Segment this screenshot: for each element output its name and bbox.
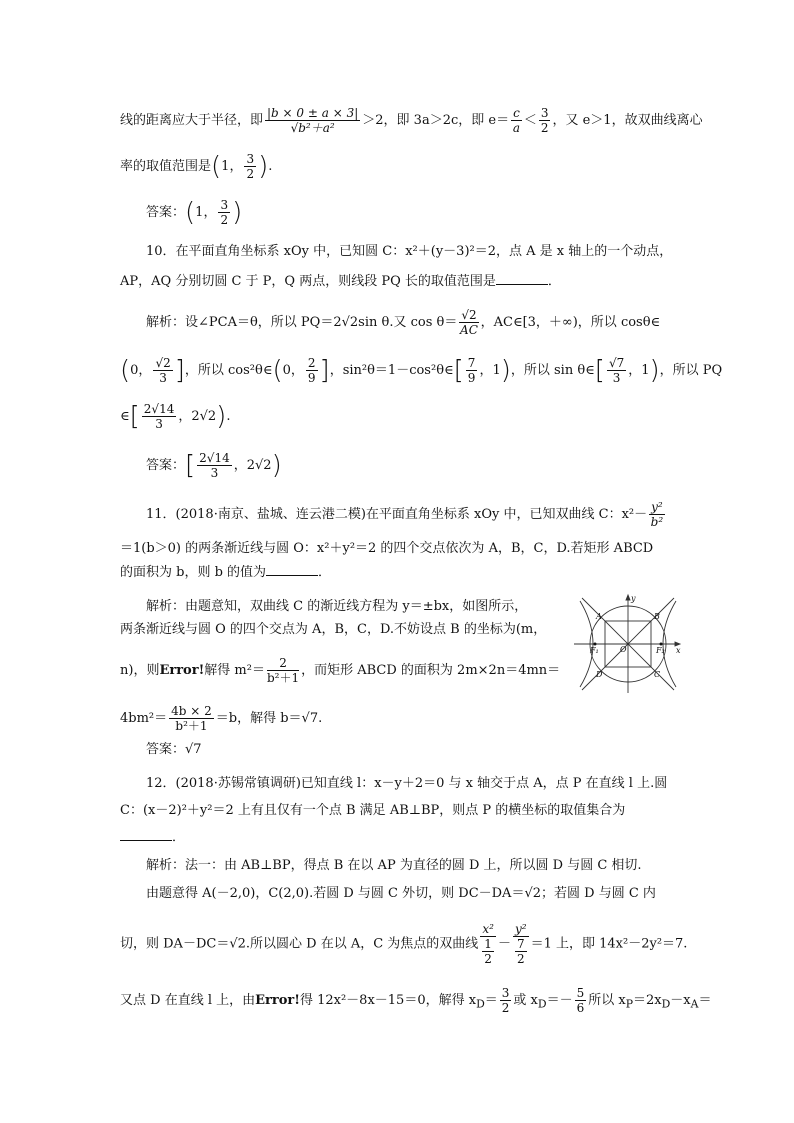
denominator: b²＋1: [175, 719, 208, 733]
ans9-line: [146, 198, 242, 227]
denominator: 3: [210, 466, 219, 480]
text: 解析：设∠PCA＝θ，所以 PQ＝2√2sin θ.又 cos θ＝: [146, 315, 458, 330]
denominator: 9: [307, 371, 316, 385]
text: ，所以 PQ: [659, 363, 723, 378]
subscript: D: [661, 997, 671, 1011]
text: ，2√2: [233, 458, 272, 473]
denominator: 3: [612, 371, 621, 385]
bracket: [: [185, 450, 196, 481]
fraction: [500, 986, 512, 1015]
numerator: 4b × 2: [171, 704, 212, 718]
denominator: √b²＋a²: [290, 121, 335, 135]
fraction: [482, 937, 494, 966]
text: 4bm²＝: [120, 711, 168, 726]
bracket: ]: [319, 355, 330, 386]
fraction: [466, 356, 478, 385]
bracket: ): [232, 197, 243, 228]
label-o: O: [620, 645, 627, 654]
q11-line3: [120, 563, 331, 582]
numerator: √2: [155, 356, 171, 370]
text: ，2√2: [178, 409, 217, 424]
numerator: √7: [608, 356, 625, 370]
fraction: [306, 356, 318, 385]
subscript: A: [690, 997, 699, 1011]
bracket: (: [185, 197, 196, 228]
subscript: D: [537, 997, 547, 1011]
numerator: 3: [220, 198, 229, 212]
numerator: 2√14: [199, 451, 230, 465]
q10-sol2: [120, 356, 722, 385]
text: 0，: [130, 363, 152, 378]
subscript: P: [625, 997, 633, 1011]
label-d: D: [596, 670, 603, 679]
numerator: √2: [461, 308, 477, 322]
fraction: [244, 152, 256, 181]
numerator: 3: [540, 106, 549, 120]
text: ．: [547, 274, 561, 289]
numerator: x²: [480, 922, 496, 937]
q12-sol1: 解析：法一：由 AB⊥BP，得点 B 在以 AP 为直径的圆 D 上，所以圆 D 与圆 C 相切.: [146, 858, 642, 873]
text: 11．(2018·南京、盐城、连云港二模)在平面直角坐标系 xOy 中，已知双曲线 C：x²－: [146, 507, 648, 522]
fraction: [197, 451, 232, 480]
q11-sol1: 解析：由题意知，双曲线 C 的渐近线方程为 y＝±bx，如图所示，: [146, 599, 528, 614]
fraction: [649, 500, 665, 529]
text: ，1: [479, 363, 501, 378]
text: ＝1 上，即 14x²－2y²＝7.: [530, 936, 688, 952]
numerator: 5: [576, 986, 585, 1000]
subscript: D: [476, 997, 485, 1011]
fraction: [169, 704, 214, 733]
label-f1: F₁: [590, 646, 599, 655]
denominator: 2: [540, 121, 549, 135]
fraction: [480, 922, 496, 966]
text: ＞2，即 3a＞2c，即 e＝: [362, 113, 510, 128]
numerator: y²: [651, 500, 663, 514]
fraction: [267, 656, 299, 685]
text: ＜: [523, 113, 537, 128]
text: ，1: [628, 363, 650, 378]
label-a: A: [596, 612, 602, 621]
text: 又点 D 在直线 l 上，由: [120, 993, 256, 1008]
fraction: [607, 356, 626, 385]
numerator: y²: [513, 922, 529, 937]
error-text: Error!: [255, 993, 300, 1008]
q12-sol3: [120, 922, 687, 966]
text: 解得 m²＝: [204, 663, 265, 678]
fraction: [511, 106, 522, 135]
text: 率的取值范围是: [120, 159, 212, 174]
fraction: [575, 986, 587, 1015]
numerator: c: [513, 106, 520, 120]
denominator: 2: [220, 213, 229, 227]
text: ＝: [484, 993, 498, 1008]
q12-sol2: 由题意得 A(－2,0)，C(2,0).若圆 D 与圆 C 外切，则 DC－DA＝√2；若圆 D 与圆 C 内: [146, 886, 656, 901]
q12-line2: C：(x－2)²＋y²＝2 上有且仅有一个点 B 满足 AB⊥BP，则点 P 的横坐标的取值集合为: [120, 803, 626, 818]
answer-blank: [266, 563, 318, 576]
text: 0，: [282, 363, 304, 378]
text: 的面积为 b，则 b 的值为: [120, 565, 267, 580]
bracket: [: [453, 355, 464, 386]
text: n)，则: [120, 663, 160, 678]
answer-blank: [120, 828, 172, 841]
fraction: [265, 106, 360, 135]
numerator: 7: [467, 356, 476, 370]
bracket: (: [120, 355, 131, 386]
answer-blank: [496, 272, 548, 285]
text: －x: [670, 993, 691, 1008]
text: ∈: [120, 409, 130, 424]
denominator: a: [512, 121, 521, 135]
bracket: (: [272, 355, 283, 386]
bracket: ): [500, 355, 511, 386]
numerator: 3: [246, 152, 255, 166]
numerator: 2√14: [143, 402, 175, 416]
fraction: [218, 198, 230, 227]
text: ＝－: [546, 993, 573, 1008]
label-x: x: [676, 646, 681, 655]
q11-line1: [146, 500, 667, 529]
text: ．: [318, 565, 332, 580]
q10-answer: [146, 451, 282, 480]
bracket: ): [216, 401, 227, 432]
q12-line3: [120, 828, 185, 847]
text: .: [226, 409, 231, 424]
bracket: ): [271, 450, 282, 481]
denominator: 2: [516, 952, 525, 966]
text: AP，AQ 分别切圆 C 于 P，Q 两点，则线段 PQ 长的取值范围是: [120, 274, 496, 289]
text: 得 12x²－8x－15＝0，解得 x: [299, 993, 477, 1008]
label-c: C: [654, 670, 661, 679]
denominator: 6: [576, 1001, 585, 1015]
text: ，而矩形 ABCD 的面积为 2m×2n＝4mn＝: [301, 663, 561, 678]
q10-sol3: [120, 402, 230, 431]
answer-label: 答案：: [146, 742, 186, 757]
label-b: B: [654, 612, 660, 621]
q12-line1: 12．(2018·苏锡常镇调研)已知直线 l：x－y＋2＝0 与 x 轴交于点 A，点 P 在直线 l 上.圆: [146, 776, 668, 791]
answer-label: 答案：: [146, 205, 186, 220]
q11-sol2: 两条渐近线与圆 O 的四个交点为 A，B，C，D.不妨设点 B 的坐标为(m，: [120, 622, 547, 637]
q11-answer: [146, 741, 202, 759]
text: ，又 e＞1，故双曲线离心: [552, 113, 703, 128]
p1-line1: [120, 106, 703, 135]
text: －: [497, 936, 511, 952]
text: ，所以 cos²θ∈: [184, 363, 273, 378]
fraction: [515, 937, 527, 966]
label-f2: F₂: [656, 646, 665, 655]
text: 1，: [221, 159, 243, 174]
y-axis-arrow: [626, 595, 630, 600]
bracket: [: [129, 401, 140, 432]
focus-f1-dot: [594, 643, 597, 646]
fraction: [142, 402, 177, 431]
q11-sol4: [120, 704, 322, 733]
answer-label: 答案：: [146, 458, 186, 473]
q10-line1: 10．在平面直角坐标系 xOy 中，已知圆 C：x²＋(y－3)²＝2，点 A 是 x 轴上的一个动点，: [146, 244, 673, 259]
text: 所以 x: [588, 993, 626, 1008]
text: ，所以 sin θ∈: [510, 363, 595, 378]
bracket: ): [258, 151, 269, 182]
numerator: 2: [267, 656, 299, 671]
text: 切，则 DA－DC＝√2.所以圆心 D 在以 A，C 为焦点的双曲线: [120, 936, 479, 952]
denominator: 2: [501, 1001, 510, 1015]
denominator: b²: [650, 515, 664, 529]
fraction: [459, 308, 478, 337]
denominator: 3: [155, 417, 163, 431]
denominator: 3: [159, 371, 167, 385]
denominator: [480, 937, 496, 966]
denominator: b²＋1: [266, 671, 300, 685]
text: ＝2x: [633, 993, 662, 1008]
fraction: [153, 356, 172, 385]
focus-f2-dot: [660, 643, 663, 646]
bracket: (: [211, 151, 222, 182]
bracket: ): [649, 355, 660, 386]
numerator: 3: [501, 986, 510, 1000]
error-text: Error!: [159, 663, 205, 678]
text: 线的距离应大于半径，即: [120, 113, 264, 128]
hyperbola-circle-figure: [572, 593, 684, 695]
denominator: 9: [467, 371, 476, 385]
denominator: 2: [246, 167, 255, 181]
q10-line2: [120, 272, 561, 291]
denominator: 2: [484, 952, 492, 966]
numerator: 2: [307, 356, 316, 370]
text: ＝b，解得 b＝√7.: [215, 711, 323, 726]
denominator: AC: [460, 323, 478, 337]
q11-sol3: [120, 656, 560, 685]
text: ＝: [698, 993, 712, 1008]
fraction: [539, 106, 551, 135]
p1-line2: [120, 152, 272, 181]
numerator: 7: [516, 937, 525, 951]
numerator: 1: [484, 937, 492, 951]
numerator: |b × 0 ± a × 3|: [267, 106, 359, 120]
text: ．: [172, 830, 186, 845]
bracket: ]: [174, 355, 185, 386]
bracket: [: [594, 355, 605, 386]
denominator: [513, 937, 529, 966]
q12-sol4: [120, 986, 711, 1015]
fraction: [513, 922, 529, 966]
text: ，sin²θ＝1－cos²θ∈: [329, 363, 454, 378]
text: 1，: [195, 205, 217, 220]
q11-line2: ＝1(b＞0) 的两条渐近线与圆 O：x²＋y²＝2 的四个交点依次为 A，B，C，D.若矩形 ABCD: [120, 541, 654, 556]
label-y: y: [631, 594, 636, 603]
text: ，AC∈[3，＋∞)，所以 cosθ∈: [480, 315, 661, 330]
answer-value: √7: [185, 742, 202, 757]
q10-sol1: [146, 308, 660, 337]
text: .: [268, 159, 273, 174]
text: 或 x: [513, 993, 538, 1008]
